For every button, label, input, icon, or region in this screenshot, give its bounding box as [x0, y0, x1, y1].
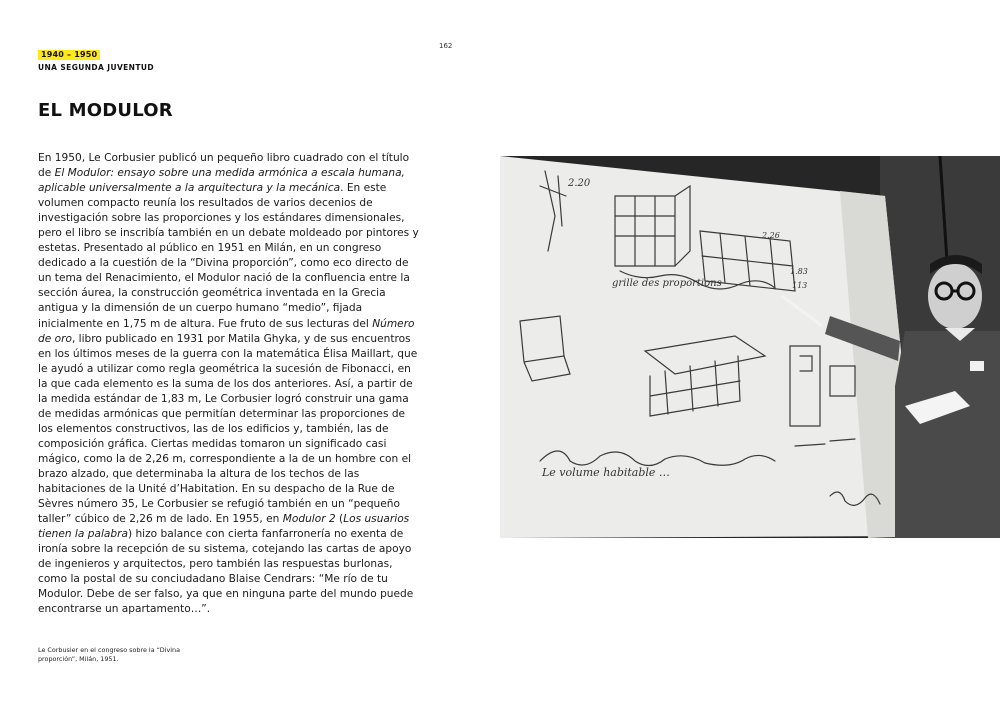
page-number: 162	[439, 42, 453, 50]
book-title-italic: Número de oro	[38, 317, 415, 345]
body-segment: , libro publicado en 1931 por Matila Ghyka, y de sus encuentros en los últimos meses de la guerra con la matemática Élisa Maillart, que le ayudó a utilizar como regla geométrica la sucesión de Fibonacci, en la que cada elemento es la suma de los dos anteriores. Así, a partir de la medida estándar de 1,83 m, Le Corbusier logró construir una gama de medidas armónicas que permitían determinar las proporciones de los elementos constructivos, las de los edificios y, también, las de composición gráfica. Ciertas medidas tomaron un significado casi mágico, como la de 2,26 m, correspondiente a la de un hombre con el brazo alzado, que determinaba la altura de los techos de las habitaciones de la Unité d’Habitation. En su despacho de la Rue de Sèvres número 35, Le Corbusier se refugió también en un “pequeño taller” cúbico de 2,26 m de lado. En 1955, en	[38, 332, 418, 526]
book-title-italic: Los usuarios tienen la palabra	[38, 513, 410, 541]
board-label: grille des proportions	[612, 278, 722, 289]
running-header	[38, 42, 154, 72]
photo-illustration	[500, 156, 1000, 538]
section-title: EL MODULOR	[38, 100, 173, 121]
board-label: Le volume habitable …	[542, 466, 670, 479]
book-title-italic: El Modulor: ensayo sobre una medida armónica a escala humana, aplicable universalmente a la arquitectura y la mecánica	[38, 167, 405, 195]
photo-le-corbusier-blackboard	[500, 156, 1000, 538]
body-segment: ) hizo balance con cierta fanfarronería no exenta de ironía sobre la recepción de su sistema, cotejando las cartas de apoyo de ingenieros y arquitectos, pero también las respuestas burlonas, como la postal de su conciudadano Blaise Cendrars: “Me río de tu Modulor. Debe de ser falso, ya que en ninguna parte del mundo puede encontrarse un apartamento…”.	[38, 528, 414, 616]
board-label: 2.26	[762, 231, 780, 240]
board-label: 113	[792, 281, 808, 290]
board-label: 1.83	[790, 267, 808, 276]
book-title-italic: Modulor 2	[282, 513, 336, 526]
body-paragraph	[38, 151, 423, 617]
body-segment: (	[335, 513, 344, 526]
body-segment: En 1950, Le Corbusier publicó un pequeño libro cuadrado con el título de	[38, 152, 410, 180]
body-segment: . En este volumen compacto reunía los resultados de varios decenios de investigación sobre las proporciones y los estándares dimensionales, pero el libro se inscribía también en un debate moldeado por pintores y estetas. Presentado al público en 1951 en Milán, en un congreso dedicado a la cuestión de la “Divina proporción”, como eco directo de un tema del Renacimiento, el Modulor nació de la confluencia entre la sección áurea, la construcción geométrica inventada en la Grecia antigua y la dimensión de un cuerpo humano “medio”, fijada inicialmente en 1,75 m de altura. Fue fruto de sus lecturas del	[38, 182, 419, 330]
body-text	[38, 151, 423, 617]
board-label: 2.20	[568, 178, 591, 189]
period-badge: 1940 – 1950	[38, 50, 100, 60]
chapter-title: UNA SEGUNDA JUVENTUD	[38, 63, 154, 72]
photo-caption: Le Corbusier en el congreso sobre la “Divina proporción”, Milán, 1951.	[38, 646, 180, 663]
